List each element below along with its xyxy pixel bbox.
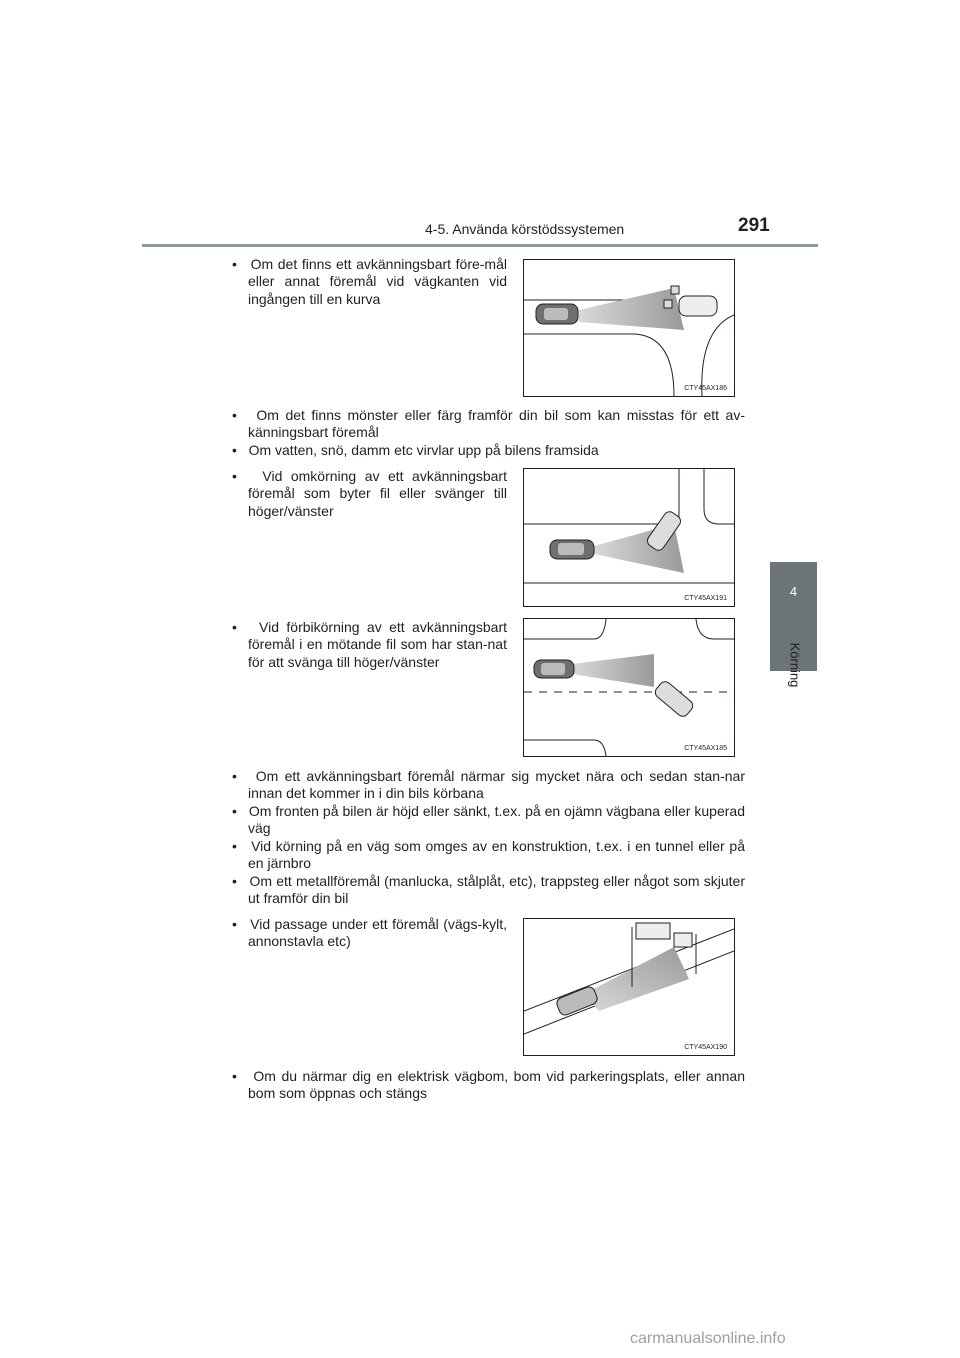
page-number: 291 <box>738 215 770 236</box>
bullet-item: • Vid omkörning av ett avkänningsbart föremål som byter fil eller svänger till höger/vänster <box>232 468 507 519</box>
bullet-item: • Vid passage under ett föremål (vägs-kylt, annonstavla etc) <box>232 916 507 950</box>
figure-overtaking-turning <box>523 468 735 607</box>
illustration-oncoming <box>524 619 734 756</box>
section-title: 4-5. Använda körstödssystemen <box>425 221 625 237</box>
figure-caption: CTY45AX185 <box>684 745 727 752</box>
bullet-item: • Om du närmar dig en elektrisk vägbom, bom vid parkeringsplats, eller annan bom som öppnas och stängs <box>232 1068 745 1102</box>
bullet-item: • Om fronten på bilen är höjd eller sänkt, t.ex. på en ojämn vägbana eller kuperad väg <box>232 803 745 837</box>
illustration-overtaking <box>524 469 734 606</box>
bullet-item: • Vid körning på en väg som omges av en konstruktion, t.ex. i en tunnel eller på en järnbro <box>232 838 745 872</box>
illustration-curve <box>524 260 734 396</box>
header-divider <box>142 244 818 247</box>
bullet-item: • Om det finns ett avkänningsbart före-mål eller annat föremål vid vägkanten vid ingången till en kurva <box>232 256 507 307</box>
footer-watermark: carmanualsonline.info <box>630 1330 786 1347</box>
bullet-item: • Om ett avkänningsbart föremål närmar sig mycket nära och sedan stan-nar innan det kommer in i din bils körbana <box>232 768 745 802</box>
bullet-item: • Om vatten, snö, damm etc virvlar upp på bilens framsida <box>232 442 599 458</box>
chapter-label <box>780 635 810 695</box>
figure-passing-under-sign <box>523 918 735 1056</box>
chapter-title: Körning <box>787 642 803 688</box>
figure-caption: CTY45AX191 <box>684 595 727 602</box>
figure-caption: CTY45AX186 <box>684 385 727 392</box>
figure-caption: CTY45AX190 <box>684 1044 727 1051</box>
bullet-item: • Om ett metallföremål (manlucka, stålplåt, etc), trappsteg eller något som skjuter ut framför din bil <box>232 873 745 907</box>
chapter-tab: 4 <box>770 562 817 671</box>
illustration-overhead-sign <box>524 919 734 1055</box>
bullet-item: • Om det finns mönster eller färg framför din bil som kan misstas för ett av-känningsbart föremål <box>232 407 745 441</box>
bullet-item: • Vid förbikörning av ett avkänningsbart föremål i en mötande fil som har stan-nat för att svänga till höger/vänster <box>232 619 507 670</box>
figure-curve-roadside-object <box>523 259 735 397</box>
figure-oncoming-turning <box>523 618 735 757</box>
